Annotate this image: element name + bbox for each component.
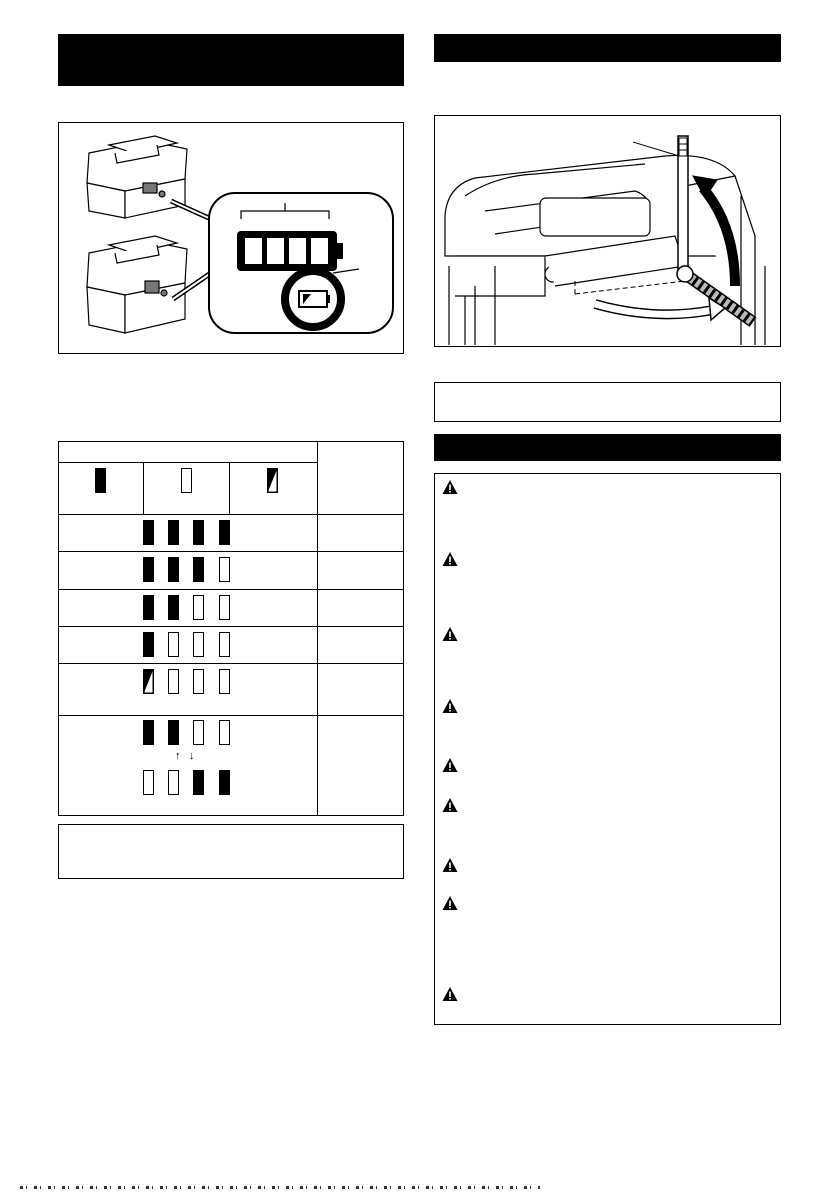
lamp: [219, 520, 230, 545]
warnings-box: [434, 473, 781, 1025]
warning-icon: [442, 479, 458, 495]
warning-icon: [442, 551, 458, 567]
lamp: [193, 595, 204, 620]
antenna-illustration: [434, 115, 781, 347]
right-heading-bar: [434, 34, 781, 62]
battery-illustration: [58, 122, 404, 354]
up-arrow-icon: ↑: [175, 750, 181, 762]
lamp: [193, 632, 204, 657]
warning-icon: [442, 857, 458, 873]
left-heading-bar: [58, 34, 404, 86]
warning-icon: [442, 895, 458, 911]
lamp: [143, 557, 154, 582]
down-arrow-icon: ↓: [189, 750, 195, 762]
footer-strip: [20, 1186, 540, 1189]
left-note-box: [58, 824, 404, 879]
lamp: [219, 770, 230, 795]
lamp: [143, 595, 154, 620]
lamp: [193, 557, 204, 582]
warning-icon: [442, 757, 458, 773]
warning-icon: [442, 698, 458, 714]
lamp: [219, 720, 230, 745]
right-note-box: [434, 382, 781, 422]
battery-indicator-icon: [237, 231, 343, 271]
lamp: [168, 595, 179, 620]
indicator-table: [58, 441, 404, 816]
lamp: [143, 632, 154, 657]
blinking-lamp-icon: [267, 468, 278, 493]
warning-icon: [442, 986, 458, 1002]
battery-drawing: [59, 123, 402, 352]
lamp: [193, 520, 204, 545]
lamp-blinking: [143, 669, 154, 694]
off-lamp-icon: [181, 468, 192, 493]
lamp: [219, 557, 230, 582]
lamp: [219, 632, 230, 657]
lamp: [168, 669, 179, 694]
lamp: [143, 770, 154, 795]
lit-lamp-icon: [95, 468, 106, 493]
lamp: [168, 632, 179, 657]
lamp: [193, 720, 204, 745]
warning-icon: [442, 626, 458, 642]
warnings-heading-bar: [434, 434, 781, 461]
lamp: [219, 669, 230, 694]
warning-icon: [442, 797, 458, 813]
lamp: [168, 720, 179, 745]
lamp: [168, 557, 179, 582]
lamp: [143, 720, 154, 745]
lamp: [168, 770, 179, 795]
radio-drawing: [435, 116, 779, 345]
lamp: [143, 520, 154, 545]
lamp: [219, 595, 230, 620]
lamp: [168, 520, 179, 545]
lamp: [193, 770, 204, 795]
lamp: [193, 669, 204, 694]
